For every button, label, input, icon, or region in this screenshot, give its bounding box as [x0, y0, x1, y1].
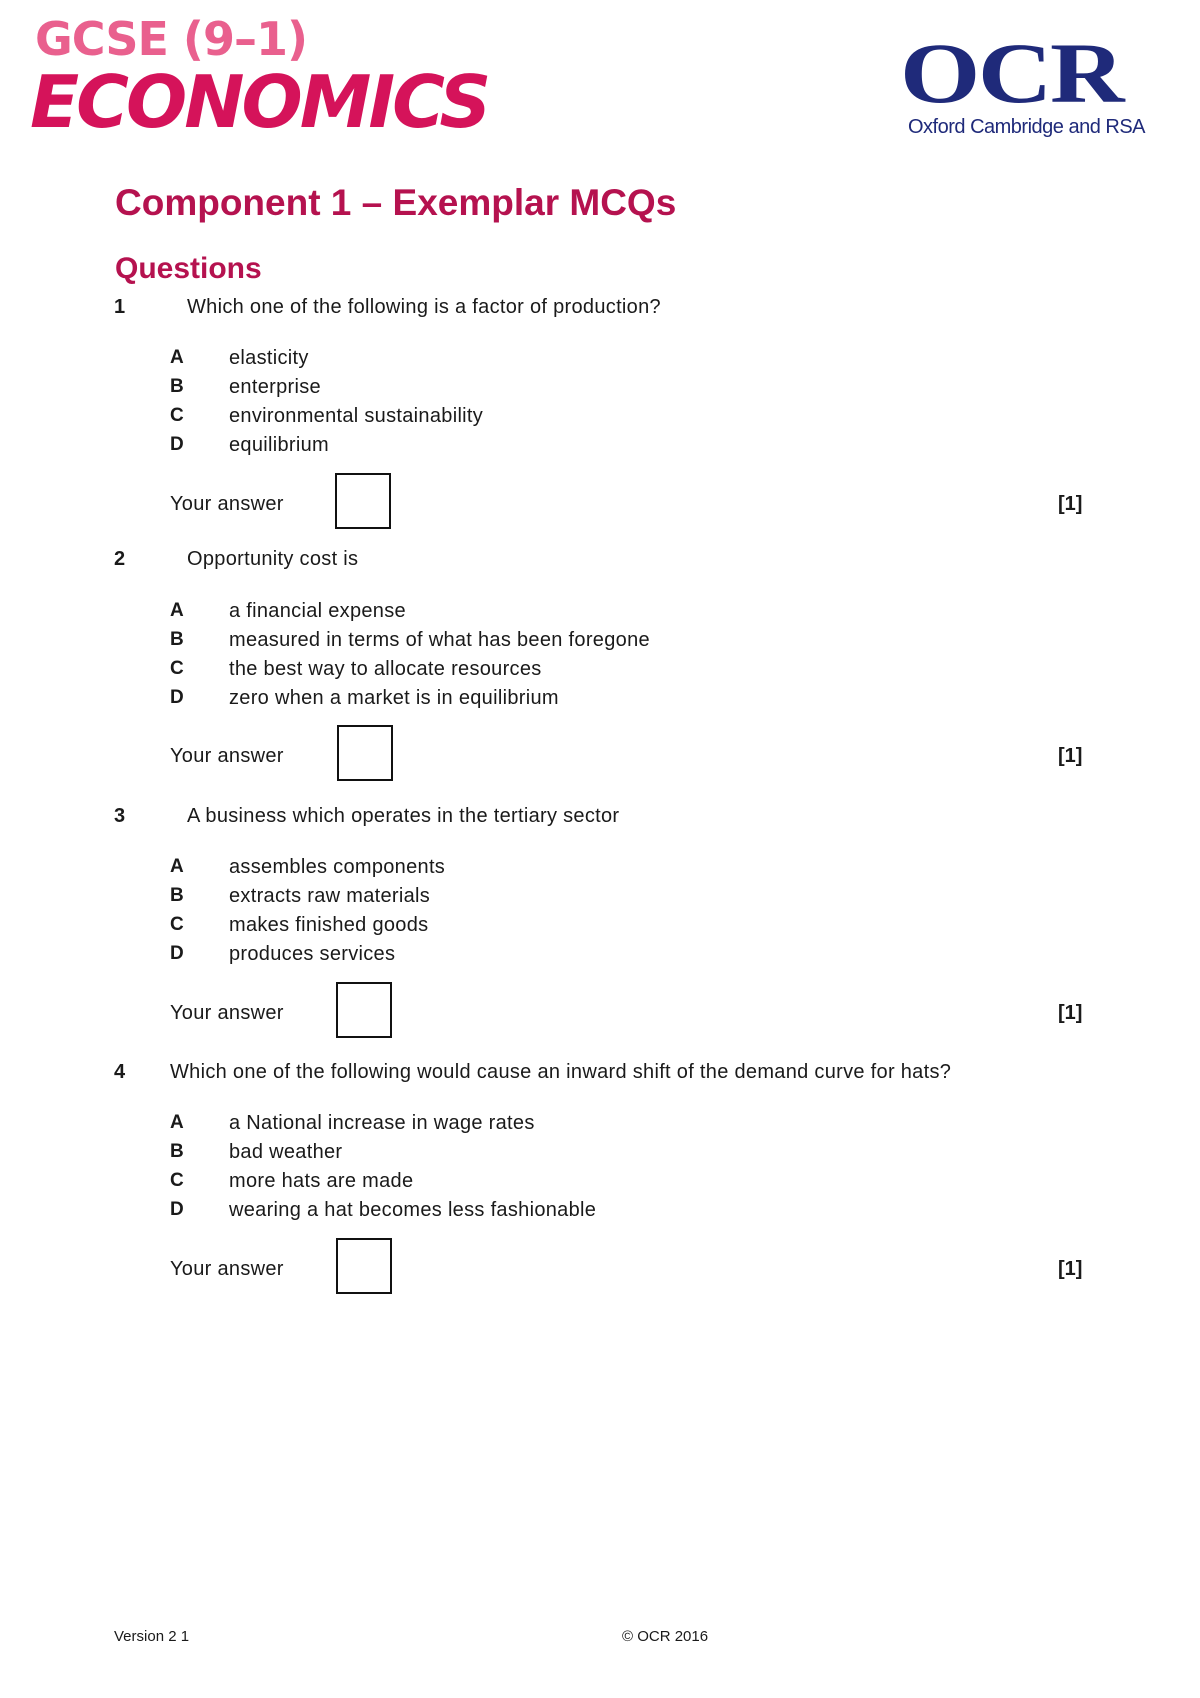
option-text: makes finished goods — [229, 914, 429, 936]
option-text: equilibrium — [229, 434, 330, 456]
option-text: bad weather — [229, 1141, 343, 1163]
option-text: produces services — [229, 943, 396, 965]
option-letter: D — [170, 687, 184, 708]
question-text: Which one of the following would cause an inward shift of the demand curve for hats? — [170, 1061, 952, 1083]
marks-label: [1] — [1058, 493, 1083, 515]
option-letter: D — [170, 943, 184, 964]
question-number: 4 — [114, 1061, 126, 1083]
option-letter: B — [170, 376, 184, 397]
option-letter: B — [170, 885, 184, 906]
answer-box[interactable] — [335, 473, 391, 529]
option-a — [170, 347, 1070, 376]
option-c — [170, 658, 1070, 687]
answer-box[interactable] — [336, 982, 392, 1038]
gcse-label: GCSE (9–1) — [35, 12, 307, 66]
marks-label: [1] — [1058, 1258, 1083, 1280]
question-text: Which one of the following is a factor of production? — [187, 296, 661, 318]
ocr-logo-subtitle: Oxford Cambridge and RSA — [908, 116, 1146, 138]
option-letter: A — [170, 1112, 184, 1133]
option-text: a financial expense — [229, 600, 406, 622]
option-a — [170, 856, 1070, 885]
question-number: 2 — [114, 548, 126, 570]
option-text: wearing a hat becomes less fashionable — [229, 1199, 597, 1221]
ocr-logo — [900, 25, 1160, 145]
question-number: 1 — [114, 296, 126, 318]
option-letter: B — [170, 1141, 184, 1162]
option-c — [170, 405, 1070, 434]
option-b — [170, 1141, 1070, 1170]
option-text: assembles components — [229, 856, 446, 878]
option-text: a National increase in wage rates — [229, 1112, 535, 1134]
section-heading: Questions — [115, 252, 262, 285]
footer-copyright: © OCR 2016 — [622, 1628, 709, 1645]
answer-label: Your answer — [170, 1258, 284, 1280]
option-text: extracts raw materials — [229, 885, 431, 907]
option-letter: C — [170, 405, 184, 426]
answer-box[interactable] — [336, 1238, 392, 1294]
option-letter: C — [170, 658, 184, 679]
question-text: A business which operates in the tertiary sector — [187, 805, 620, 827]
ocr-logo-wordmark: OCR — [900, 25, 1123, 121]
marks-label: [1] — [1058, 1002, 1083, 1024]
option-b — [170, 629, 1070, 658]
question-number: 3 — [114, 805, 126, 827]
option-d — [170, 1199, 1070, 1228]
question-text: Opportunity cost is — [187, 548, 359, 570]
option-letter: D — [170, 434, 184, 455]
option-c — [170, 1170, 1070, 1199]
option-text: zero when a market is in equilibrium — [229, 687, 559, 709]
option-text: the best way to allocate resources — [229, 658, 542, 680]
option-d — [170, 943, 1070, 972]
option-letter: A — [170, 600, 184, 621]
option-text: elasticity — [229, 347, 309, 369]
option-b — [170, 885, 1070, 914]
answer-label: Your answer — [170, 493, 284, 515]
subject-title: ECONOMICS — [30, 60, 489, 144]
option-a — [170, 1112, 1070, 1141]
option-c — [170, 914, 1070, 943]
option-b — [170, 376, 1070, 405]
option-letter: B — [170, 629, 184, 650]
option-letter: A — [170, 856, 184, 877]
option-text: measured in terms of what has been foregone — [229, 629, 650, 651]
option-letter: A — [170, 347, 184, 368]
answer-label: Your answer — [170, 1002, 284, 1024]
answer-label: Your answer — [170, 745, 284, 767]
option-d — [170, 687, 1070, 716]
footer-version: Version 2 1 — [114, 1628, 190, 1645]
option-text: environmental sustainability — [229, 405, 484, 427]
option-d — [170, 434, 1070, 463]
option-text: enterprise — [229, 376, 321, 398]
option-letter: D — [170, 1199, 184, 1220]
option-a — [170, 600, 1070, 629]
answer-box[interactable] — [337, 725, 393, 781]
page-header — [0, 0, 1200, 170]
option-letter: C — [170, 914, 184, 935]
marks-label: [1] — [1058, 745, 1083, 767]
option-letter: C — [170, 1170, 184, 1191]
document-title: Component 1 – Exemplar MCQs — [115, 182, 677, 223]
option-text: more hats are made — [229, 1170, 414, 1192]
